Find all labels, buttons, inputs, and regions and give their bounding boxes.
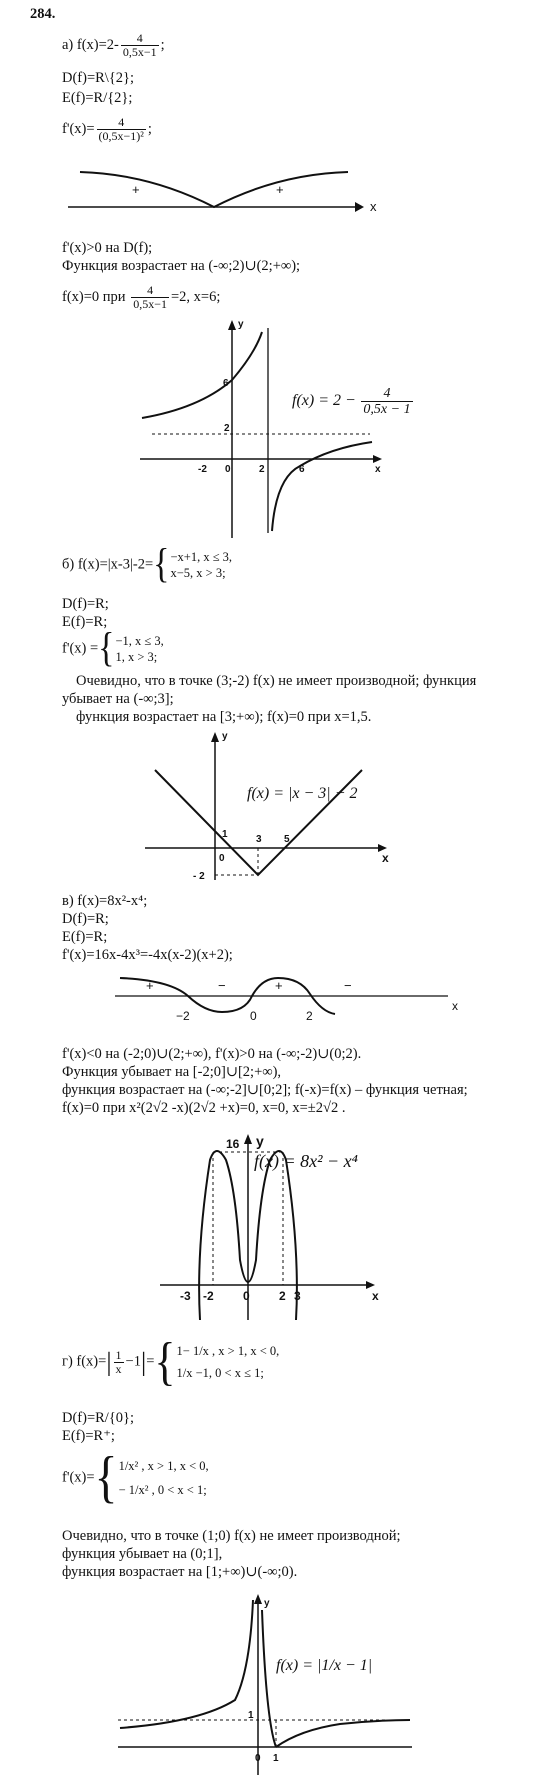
d-abs-tail: −1 xyxy=(125,1353,141,1370)
c-range: E(f)=R; xyxy=(62,929,108,945)
a-graph-y-arrow xyxy=(228,320,236,330)
b-text-line-3: функция возрастает на [3;+∞); f(x)=0 при x=1,5. xyxy=(76,709,372,725)
c-sign-plus-2: + xyxy=(275,978,283,993)
a-deriv-fraction xyxy=(97,116,146,143)
b-domain: D(f)=R; xyxy=(62,596,109,612)
a-graph-tick-6-y: 6 xyxy=(223,378,229,389)
d-abs-den: x xyxy=(115,1361,122,1376)
c-graph-tick-3: 3 xyxy=(294,1289,301,1303)
a-graph-formula-fraction xyxy=(361,386,412,417)
b-graph xyxy=(0,730,550,890)
d-brace: { xyxy=(154,1332,176,1391)
a-graph-y-label: y xyxy=(238,319,244,330)
a-frac-num: 4 xyxy=(121,32,159,46)
c-sign-tick-0: 0 xyxy=(250,1009,257,1023)
a-line-deriv-positive: f'(x)>0 на D(f); xyxy=(62,240,153,256)
a-sign-curve xyxy=(80,172,348,207)
a-deriv-num: 4 xyxy=(97,116,146,130)
a-derivative xyxy=(62,116,152,143)
b-graph-tick-neg2: - 2 xyxy=(193,871,205,882)
d-deriv-brace: { xyxy=(94,1445,118,1510)
c-sign-diagram xyxy=(0,968,550,1038)
c-sign-x-label: x xyxy=(452,999,458,1013)
c-graph-x-arrow xyxy=(366,1281,375,1289)
c-domain: D(f)=R; xyxy=(62,911,109,927)
a-graph-tick-6-x: 6 xyxy=(299,464,305,475)
a-zero-label: f(x)=0 при xyxy=(62,288,126,305)
a-graph-tick-0: 0 xyxy=(225,464,231,475)
a-tail: ; xyxy=(160,36,165,53)
a-label: а) f(x)=2- xyxy=(62,36,119,53)
b-deriv-cases xyxy=(115,633,163,665)
a-range: E(f)=R/{2}; xyxy=(62,90,133,106)
d-deriv-case-2: − 1/x² , 0 < x < 1; xyxy=(118,1483,207,1497)
a-graph-x-label: x xyxy=(375,464,381,475)
b-graph-y-arrow xyxy=(211,732,219,742)
c-sign-plus-1: + xyxy=(146,978,154,993)
d-graph xyxy=(0,1590,550,1780)
b-brace: { xyxy=(153,542,170,587)
d-abs-fraction xyxy=(114,1349,124,1376)
d-graph-right-branch xyxy=(276,1720,410,1747)
d-range: E(f)=R⁺; xyxy=(62,1428,115,1444)
d-graph-middle-branch xyxy=(262,1610,276,1747)
d-case-2: 1/x −1, 0 < x ≤ 1; xyxy=(176,1366,264,1380)
c-graph-y-arrow xyxy=(244,1134,252,1144)
b-text-line-2: убывает на (-∞;3]; xyxy=(62,691,174,707)
a-graph-formula-den: 0,5x − 1 xyxy=(363,402,411,417)
d-graph-y-arrow xyxy=(254,1594,262,1604)
c-graph-tick-0: 0 xyxy=(243,1289,250,1303)
a-zero xyxy=(62,284,220,311)
a-deriv-den: (0,5x−1)² xyxy=(98,129,144,143)
a-fraction xyxy=(121,32,159,59)
problem-number: 284. xyxy=(30,6,56,22)
c-text-line-4: f(x)=0 при x²(2√2 -x)(2√2 +x)=0, x=0, x=±2√2 . xyxy=(62,1100,346,1116)
b-graph-formula: f(x) = |x − 3| − 2 xyxy=(247,785,358,802)
a-sign-arrow xyxy=(355,202,364,212)
d-graph-tick-1-x: 1 xyxy=(273,1753,279,1764)
a-function-definition xyxy=(62,32,165,59)
d-domain: D(f)=R/{0}; xyxy=(62,1410,135,1426)
b-deriv-label: f'(x) = xyxy=(62,640,99,657)
c-sign-tick-2: 2 xyxy=(306,1009,313,1023)
a-sign-plus-right: + xyxy=(276,182,284,197)
c-sign-minus-2: − xyxy=(344,978,352,993)
c-text-line-3: функция возрастает на (-∞;-2]∪[0;2]; f(-x)=f(x) – функция четная; xyxy=(62,1082,468,1098)
c-text-line-2: Функция убывает на [-2;0]∪[2;+∞), xyxy=(62,1064,282,1080)
b-label: б) f(x)=|x-3|-2= xyxy=(62,556,154,573)
a-zero-num: 4 xyxy=(131,284,169,298)
c-sign-tick-neg2: −2 xyxy=(176,1009,190,1023)
a-graph-left-branch xyxy=(142,332,262,418)
b-case-2: x−5, x > 3; xyxy=(170,566,226,580)
d-deriv-cases xyxy=(119,1454,209,1502)
b-graph-y-label: y xyxy=(222,731,228,742)
a-sign-diagram xyxy=(0,160,550,220)
b-function-definition xyxy=(62,542,233,587)
c-graph-tick-2: 2 xyxy=(279,1289,286,1303)
d-label: г) f(x)= xyxy=(62,1353,107,1370)
b-deriv-case-2: 1, x > 3; xyxy=(115,650,158,664)
d-deriv-case-1: 1/x² , x > 1, x < 0, xyxy=(118,1459,209,1473)
d-function-definition xyxy=(62,1332,280,1391)
b-case-1: −x+1, x ≤ 3, xyxy=(170,550,233,564)
a-sign-plus-left: + xyxy=(132,182,140,197)
a-graph-tick-neg2: -2 xyxy=(198,464,207,475)
c-graph-y-label: y xyxy=(256,1133,264,1149)
d-graph-formula: f(x) = |1/x − 1| xyxy=(276,1657,373,1674)
d-text-line-2: функция убывает на (0;1], xyxy=(62,1546,223,1562)
c-graph-tick-16: 16 xyxy=(226,1137,240,1151)
a-sign-x-label: x xyxy=(370,199,377,214)
d-cases xyxy=(177,1340,280,1384)
d-eq: = xyxy=(146,1353,155,1370)
d-abs-left-bar: | xyxy=(106,1347,112,1377)
b-graph-tick-1: 1 xyxy=(222,829,228,840)
a-deriv-label: f'(x)= xyxy=(62,120,95,137)
b-cases xyxy=(170,549,232,581)
a-graph-tick-2-x: 2 xyxy=(259,464,265,475)
b-deriv-case-1: −1, x ≤ 3, xyxy=(115,634,164,648)
b-graph-tick-0: 0 xyxy=(219,853,225,864)
a-zero-den: 0,5x−1 xyxy=(133,297,167,311)
a-frac-den: 0,5x−1 xyxy=(122,45,157,59)
c-sign-minus-1: − xyxy=(218,978,226,993)
d-text-line-1: Очевидно, что в точке (1;0) f(x) не имеет производной; xyxy=(62,1528,401,1544)
d-derivative xyxy=(62,1445,209,1510)
c-derivative: f'(x)=16x-4x³=-4x(x-2)(x+2); xyxy=(62,947,233,963)
d-deriv-label: f'(x)= xyxy=(62,1469,95,1486)
c-graph-tick-neg2: -2 xyxy=(203,1289,214,1303)
b-graph-tick-3: 3 xyxy=(256,834,262,845)
b-derivative xyxy=(62,626,164,671)
a-graph-x-arrow xyxy=(373,455,382,463)
d-case-1: 1− 1/x , x > 1, x < 0, xyxy=(176,1344,280,1358)
a-line-increasing: Функция возрастает на (-∞;2)∪(2;+∞); xyxy=(62,258,301,274)
a-graph-tick-2-y: 2 xyxy=(224,423,230,434)
a-graph-formula-num: 4 xyxy=(361,386,412,402)
c-graph-tick-neg3: -3 xyxy=(180,1289,191,1303)
c-text-line-1: f'(x)<0 на (-2;0)∪(2;+∞), f'(x)>0 на (-∞;-2)∪(0;2). xyxy=(62,1046,362,1062)
a-graph-right-branch xyxy=(272,442,372,531)
c-function-definition: в) f(x)=8x²-x⁴; xyxy=(62,893,148,909)
b-deriv-brace: { xyxy=(98,626,115,671)
b-graph-x-label: x xyxy=(382,851,389,865)
a-zero-fraction xyxy=(131,284,169,311)
a-domain: D(f)=R\{2}; xyxy=(62,70,135,86)
a-graph-formula-left: f(x) = 2 − xyxy=(292,391,356,409)
d-graph-tick-0: 0 xyxy=(255,1753,261,1764)
b-graph-tick-5: 5 xyxy=(284,834,290,845)
c-graph-x-label: x xyxy=(372,1289,379,1303)
d-abs-right-bar: | xyxy=(140,1347,147,1377)
d-text-line-3: функция возрастает на [1;+∞)∪(-∞;0). xyxy=(62,1564,298,1580)
c-graph xyxy=(0,1130,550,1330)
a-deriv-tail: ; xyxy=(147,120,152,137)
a-graph xyxy=(0,318,550,548)
c-graph-formula: f(x) = 8x² − x⁴ xyxy=(254,1151,358,1171)
d-abs-num: 1 xyxy=(115,1347,122,1362)
d-graph-tick-1-y: 1 xyxy=(248,1710,254,1721)
a-zero-tail: =2, x=6; xyxy=(170,288,221,305)
b-text-line-1: Очевидно, что в точке (3;-2) f(x) не имеет производной; функция xyxy=(76,673,477,689)
a-graph-formula xyxy=(292,386,415,417)
d-graph-y-label: y xyxy=(264,1598,270,1609)
d-graph-left-branch xyxy=(120,1600,253,1728)
b-range: E(f)=R; xyxy=(62,614,108,630)
